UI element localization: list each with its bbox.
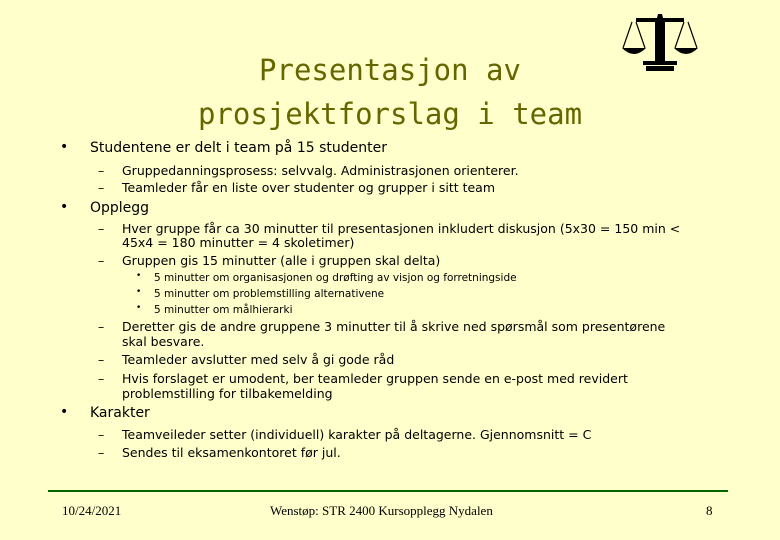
sub-bullet-text: Hvis forslaget er umodent, ber teamleder gruppen sende en e-post med revidert — [122, 371, 628, 386]
bullet-text: Karakter — [90, 405, 150, 421]
sub-bullet-text: Deretter gis de andre gruppene 3 minutter til å skrive ned spørsmål som presentørene — [122, 319, 666, 334]
sub-bullet-text: Gruppedanningsprosess: selvvalg. Administrasjonen orienterer. — [122, 163, 519, 178]
sub-sub-bullet-text: 5 minutter om organisasjonen og drøfting av visjon og forretningside — [154, 272, 517, 284]
bullet-text: Opplegg — [90, 200, 150, 216]
sub-sub-bullet-text: 5 minutter om målhierarki — [154, 304, 293, 316]
slide-title-line-1: Presentasjon av — [259, 53, 521, 87]
slide-title-line-2: prosjektforslag i team — [197, 97, 583, 131]
dash-marker: – — [98, 427, 105, 442]
sub-bullet-text: problemstilling for tilbakemelding — [122, 386, 333, 401]
page-number: 8 — [706, 503, 713, 518]
sub-bullet-text: skal besvare. — [122, 334, 205, 349]
dash-marker: – — [98, 163, 105, 178]
sub-bullet-text: Teamleder avslutter med selv å gi gode råd — [122, 352, 395, 367]
sub-sub-bullet-text: 5 minutter om problemstilling alternativene — [154, 288, 385, 300]
sub-bullet-text: Gruppen gis 15 minutter (alle i gruppen skal delta) — [122, 253, 441, 268]
bullet-marker: • — [136, 303, 142, 313]
dash-marker: – — [98, 445, 105, 460]
sub-bullet-text: Teamleder får en liste over studenter og grupper i sitt team — [122, 180, 496, 195]
dash-marker: – — [98, 371, 105, 386]
sub-bullet-text: Hver gruppe får ca 30 minutter til presentasjonen inkludert diskusjon (5x30 = 150 min < — [122, 221, 681, 236]
dash-marker: – — [98, 352, 105, 367]
bullet-marker: • — [136, 271, 142, 281]
scales-of-justice-icon — [622, 14, 698, 72]
dash-marker: – — [98, 180, 105, 195]
footer-center-text: Wenstøp: STR 2400 Kursopplegg Nydalen — [270, 503, 493, 518]
bullet-marker: • — [60, 199, 69, 215]
footer-date: 10/24/2021 — [62, 503, 122, 518]
footer-rule — [48, 490, 728, 492]
dash-marker: – — [98, 221, 105, 236]
bullet-marker: • — [60, 139, 69, 155]
bullet-marker: • — [136, 287, 142, 297]
sub-bullet-text: Teamveileder setter (individuell) karakter på deltagerne. Gjennomsnitt = C — [122, 427, 592, 442]
bullet-marker: • — [60, 404, 69, 420]
sub-bullet-text: 45x4 = 180 minutter = 4 skoletimer) — [122, 235, 355, 250]
dash-marker: – — [98, 253, 105, 268]
dash-marker: – — [98, 319, 105, 334]
bullet-text: Studentene er delt i team på 15 studenter — [90, 140, 387, 156]
sub-bullet-text: Sendes til eksamenkontoret før jul. — [122, 445, 341, 460]
